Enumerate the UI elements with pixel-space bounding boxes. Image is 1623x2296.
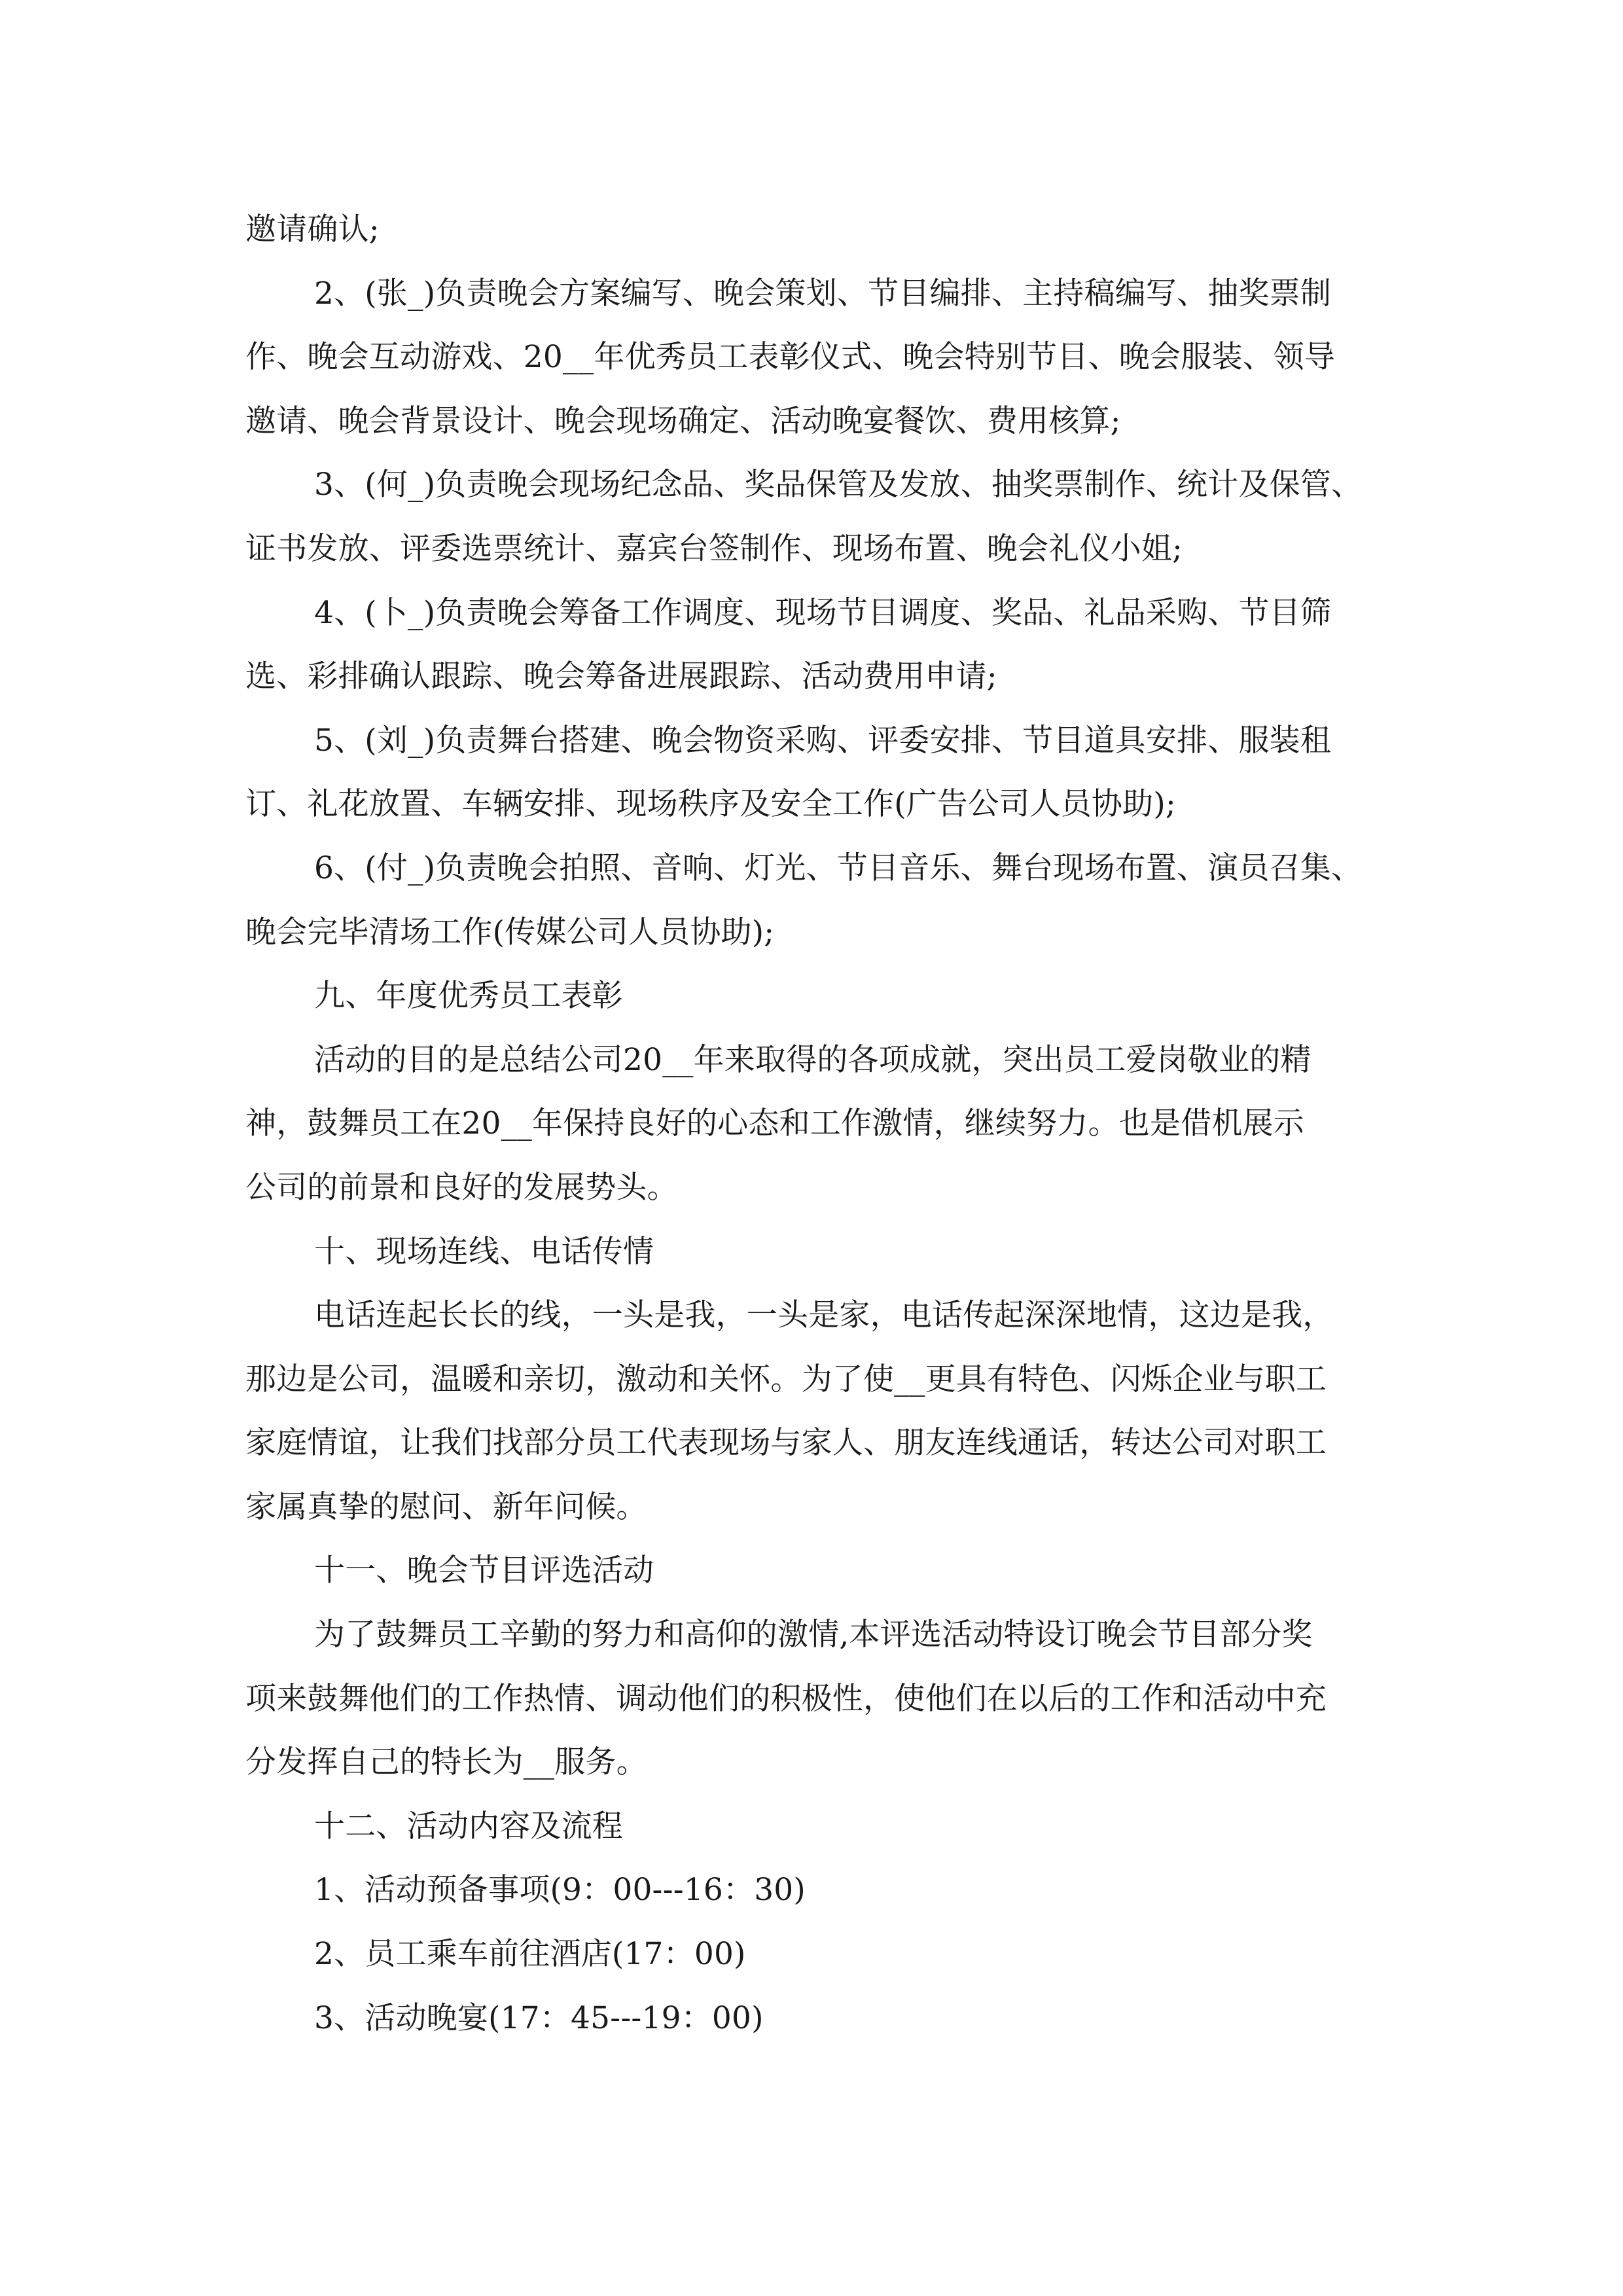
text-line: 3、(何_)负责晚会现场纪念品、奖品保管及发放、抽奖票制作、统计及保管、 bbox=[314, 467, 1363, 503]
text-line: 九、年度优秀员工表彰 bbox=[314, 978, 623, 1014]
text-line: 4、(卜_)负责晚会筹备工作调度、现场节目调度、奖品、礼品采购、节目筛 bbox=[314, 594, 1332, 631]
text-line: 十二、活动内容及流程 bbox=[314, 1808, 623, 1844]
text-line: 晚会完毕清场工作(传媒公司人员协助); bbox=[245, 914, 775, 950]
text-line: 公司的前景和良好的发展势头。 bbox=[245, 1169, 678, 1206]
text-line: 电话连起长长的线，一头是我，一头是家，电话传起深深地情，这边是我， bbox=[314, 1297, 1334, 1334]
text-line: 证书发放、评委选票统计、嘉宾台签制作、现场布置、晚会礼仪小姐; bbox=[245, 530, 1183, 567]
text-line: 选、彩排确认跟踪、晚会筹备进展跟踪、活动费用申请; bbox=[245, 658, 997, 695]
text-line: 神，鼓舞员工在20__年保持良好的心态和工作激情，继续努力。也是借机展示 bbox=[245, 1105, 1305, 1142]
text-line: 2、(张_)负责晚会方案编写、晚会策划、节目编排、主持稿编写、抽奖票制 bbox=[314, 275, 1332, 312]
text-line: 为了鼓舞员工辛勤的努力和高仰的激情,本评选活动特设订晚会节目部分奖 bbox=[314, 1617, 1313, 1653]
text-line: 项来鼓舞他们的工作热情、调动他们的积极性，使他们在以后的工作和活动中充 bbox=[245, 1680, 1327, 1717]
text-line: 6、(付_)负责晚会拍照、音响、灯光、节目音乐、舞台现场布置、演员召集、 bbox=[314, 850, 1363, 886]
text-line: 1、活动预备事项(9：00---16：30) bbox=[314, 1872, 806, 1909]
text-line: 十一、晚会节目评选活动 bbox=[314, 1552, 654, 1589]
text-line: 分发挥自己的特长为__服务。 bbox=[245, 1744, 647, 1781]
text-line: 3、活动晚宴(17：45---19：00) bbox=[314, 2000, 764, 2036]
text-line: 订、礼花放置、车辆安排、现场秩序及安全工作(广告公司人员协助); bbox=[245, 786, 1176, 823]
text-line: 邀请、晚会背景设计、晚会现场确定、活动晚宴餐饮、费用核算; bbox=[245, 403, 1121, 439]
text-line: 活动的目的是总结公司20__年来取得的各项成就，突出员工爱岗敬业的精 bbox=[314, 1041, 1311, 1078]
text-line: 作、晚会互动游戏、20__年优秀员工表彰仪式、晚会特别节目、晚会服装、领导 bbox=[245, 339, 1336, 376]
text-line: 邀请确认; bbox=[245, 211, 380, 247]
text-line: 2、员工乘车前往酒店(17：00) bbox=[314, 1936, 746, 1973]
text-line: 十、现场连线、电话传情 bbox=[314, 1233, 654, 1270]
text-line: 5、(刘_)负责舞台搭建、晚会物资采购、评委安排、节目道具安排、服装租 bbox=[314, 722, 1332, 759]
text-line: 那边是公司，温暖和亲切，激动和关怀。为了使__更具有特色、闪烁企业与职工 bbox=[245, 1361, 1327, 1397]
text-line: 家属真挚的慰问、新年问候。 bbox=[245, 1488, 647, 1525]
text-line: 家庭情谊，让我们找部分员工代表现场与家人、朋友连线通话，转达公司对职工 bbox=[245, 1425, 1327, 1462]
document-page bbox=[245, 198, 1387, 2050]
